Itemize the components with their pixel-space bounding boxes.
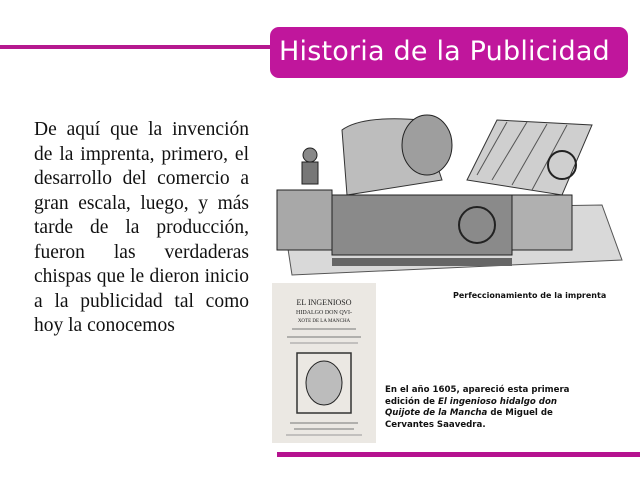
svg-text:HIDALGO DON QVI-: HIDALGO DON QVI- — [296, 310, 352, 316]
body-paragraph: De aquí que la invención de la imprenta, primero, el desarrollo del comercio a gran escala, luego, y más tarde de la producción, fueron las verdaderas chispas que le dieron inicio a la publicidad tal como hoy la conocemos — [34, 119, 249, 336]
svg-text:EL INGENIOSO: EL INGENIOSO — [296, 298, 352, 307]
quijote-cover-image — [272, 283, 376, 443]
quijote-caption: En el año 1605, apareció esta primera edición de El ingenioso hidalgo don Quijote de la Mancha de Miguel de Cervantes Saavedra. — [385, 385, 570, 430]
bottom-accent-line — [277, 452, 640, 457]
slide-title: Historia de la Publicidad — [279, 36, 610, 67]
title-banner — [270, 27, 628, 78]
svg-text:XOTE DE LA MANCHA: XOTE DE LA MANCHA — [297, 319, 351, 324]
title-connector-line — [0, 45, 272, 49]
printing-press-image — [272, 100, 630, 286]
printing-press-caption: Perfeccionamiento de la imprenta — [453, 291, 607, 300]
